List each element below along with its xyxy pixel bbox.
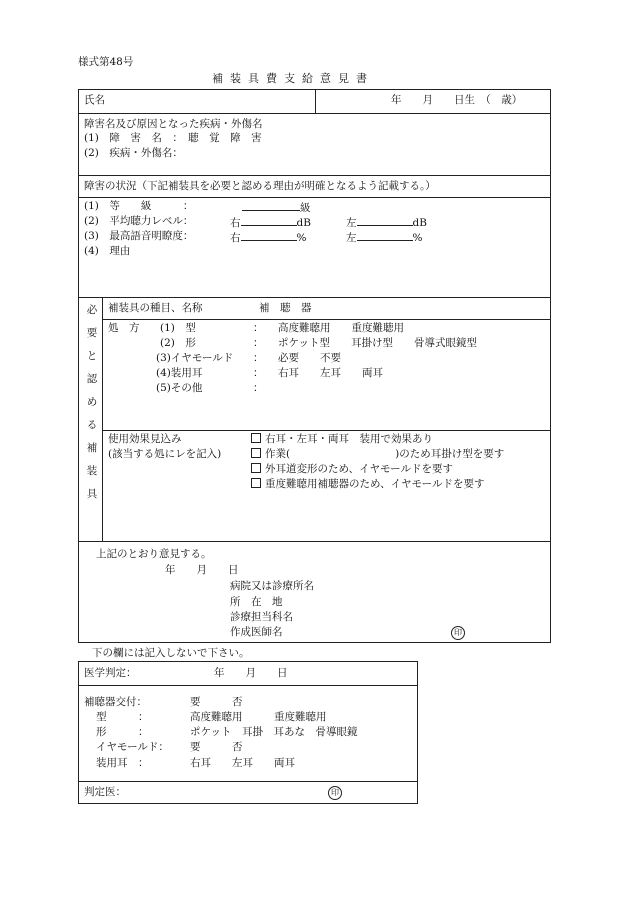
percent-unit-left: % xyxy=(412,232,423,244)
prescription-other-label: (5)その他 xyxy=(156,382,203,394)
prescription-earmold-label: (3)イヤモールド xyxy=(156,352,234,364)
prescription-earmold-options[interactable]: 必要 不要 xyxy=(278,352,341,364)
left-label: 左 xyxy=(346,217,357,229)
effect-label: 使用効果見込み xyxy=(108,433,182,445)
divider-device-type xyxy=(102,319,551,320)
checkbox-icon[interactable] xyxy=(251,463,261,473)
hearing-right-field[interactable] xyxy=(230,215,311,231)
judgement-shape-label: 形 ： xyxy=(96,726,149,738)
db-unit-right: dB xyxy=(296,217,311,229)
side-label-char: 装 xyxy=(86,465,98,477)
medical-judgement-label: 医学判定： xyxy=(84,667,137,679)
divider-medical xyxy=(78,685,418,686)
judgement-earmold-options: 要 否 xyxy=(190,741,243,753)
opinion-statement: 上記のとおり意見する。 xyxy=(96,548,212,560)
divider-side-label xyxy=(102,297,103,541)
effect-checkbox-item[interactable] xyxy=(251,448,504,462)
effect-item-label: 重度難聴用補聴器のため、イヤモールドを要す xyxy=(265,478,485,490)
device-type-value: 補 聴 器 xyxy=(259,302,312,314)
divider-status xyxy=(78,297,551,298)
name-label: 氏名 xyxy=(84,94,105,106)
divider-name xyxy=(78,113,551,114)
side-label-char: と xyxy=(86,350,98,362)
grant-options: 要 否 xyxy=(190,696,243,708)
prescription-other-colon: ： xyxy=(253,382,264,394)
right-label: 右 xyxy=(230,217,241,229)
prescription-shape-colon: ： xyxy=(253,337,264,349)
divider-effect xyxy=(78,541,551,542)
doctor-label: 作成医師名 xyxy=(230,626,283,638)
judgement-shape-options: ポケット 耳掛 耳あな 骨導眼鏡 xyxy=(190,726,358,738)
effect-item-label: 右耳・左耳・両耳 装用で効果あり xyxy=(265,433,433,445)
page-title: 補装具費支給意見書 xyxy=(212,72,374,85)
divider-name-birth xyxy=(315,89,316,113)
hearing-left-field[interactable] xyxy=(346,215,427,231)
hearing-level-label: (2) 平均聴力レベル： xyxy=(84,215,194,227)
seal-icon: 印 xyxy=(451,626,465,640)
judgement-ear-options: 右耳 左耳 両耳 xyxy=(190,757,295,769)
left-label: 左 xyxy=(346,232,357,244)
side-label-char: 要 xyxy=(86,327,98,339)
judge-label: 判定医： xyxy=(84,786,126,798)
disability-name: (1) 障 害 名 ： 聴 覚 障 害 xyxy=(84,132,262,144)
grade-label: (1) 等 級 ： xyxy=(84,200,194,212)
disease-name: (2) 疾病・外傷名： xyxy=(84,147,183,159)
office-use-note: 下の欄には記入しないで下さい。 xyxy=(92,647,250,659)
effect-checkbox-item[interactable] xyxy=(251,433,433,447)
effect-checkbox-item[interactable] xyxy=(251,478,484,492)
prescription-type-colon: ： xyxy=(253,322,264,334)
medical-judgement-date: 年 月 日 xyxy=(214,667,288,679)
grant-label: 補聴器交付： xyxy=(84,696,147,708)
divider-prescription xyxy=(102,430,551,431)
prescription-label: 処 方 xyxy=(108,322,140,334)
side-label-char: 具 xyxy=(86,488,98,500)
judgement-type-label: 型 ： xyxy=(96,711,149,723)
prescription-shape-label: (2) 形 xyxy=(160,337,196,349)
divider-status-heading xyxy=(78,197,551,198)
prescription-ear-colon: ： xyxy=(253,367,264,379)
prescription-ear-options[interactable]: 右耳 左耳 両耳 xyxy=(278,367,383,379)
percent-unit-right: % xyxy=(296,232,307,244)
judgement-type-options: 高度難聴用 重度難聴用 xyxy=(190,711,327,723)
speech-left-field[interactable] xyxy=(346,230,422,246)
right-label: 右 xyxy=(230,232,241,244)
db-unit-left: dB xyxy=(412,217,427,229)
side-label-char: 認 xyxy=(86,373,98,385)
form-number: 様式第48号 xyxy=(78,56,134,68)
hospital-name-label: 病院又は診療所名 xyxy=(230,580,314,592)
prescription-ear-label: (4)装用耳 xyxy=(156,367,203,379)
speech-label: (3) 最高語音明瞭度： xyxy=(84,230,194,242)
reason-label: (4) 理由 xyxy=(84,245,131,257)
signature-date[interactable]: 年 月 日 xyxy=(165,564,239,576)
address-label: 所 在 地 xyxy=(230,596,283,608)
device-type-label: 補装具の種目、名称 xyxy=(108,302,203,314)
judgement-earmold-label: イヤモールド： xyxy=(96,741,169,753)
seal-icon: 印 xyxy=(328,786,342,800)
disability-heading: 障害名及び原因となった疾病・外傷名 xyxy=(84,118,263,130)
effect-item-label: 作業( )のため耳掛け型を要す xyxy=(265,448,505,460)
side-label-char: 補 xyxy=(86,442,98,454)
effect-instruction: (該当する処にレを記入) xyxy=(108,448,222,460)
grade-field[interactable] xyxy=(242,200,311,216)
divider-disability xyxy=(78,175,551,176)
status-heading: 障害の状況（下記補装具を必要と認める理由が明確となるよう記載する。） xyxy=(84,180,436,192)
side-label-char: る xyxy=(86,419,98,431)
checkbox-icon[interactable] xyxy=(251,478,261,488)
effect-checkbox-item[interactable] xyxy=(251,463,453,477)
checkbox-icon[interactable] xyxy=(251,433,261,443)
divider-judge xyxy=(78,781,418,782)
side-label-char: 必 xyxy=(86,304,98,316)
effect-item-label: 外耳道変形のため、イヤモールドを要す xyxy=(265,463,453,475)
prescription-type-label: (1) 型 xyxy=(160,322,196,334)
department-label: 診療担当科名 xyxy=(230,611,293,623)
grade-unit: 級 xyxy=(300,202,311,214)
prescription-earmold-colon: ： xyxy=(253,352,264,364)
birth-date: 年 月 日生 （ 歳） xyxy=(391,94,523,106)
checkbox-icon[interactable] xyxy=(251,448,261,458)
prescription-type-options[interactable]: 高度難聴用 重度難聴用 xyxy=(278,322,404,334)
side-label-char: め xyxy=(86,396,98,408)
prescription-shape-options[interactable]: ポケット型 耳掛け型 骨導式眼鏡型 xyxy=(278,337,477,349)
speech-right-field[interactable] xyxy=(230,230,306,246)
judgement-ear-label: 装用耳 ： xyxy=(96,757,149,769)
